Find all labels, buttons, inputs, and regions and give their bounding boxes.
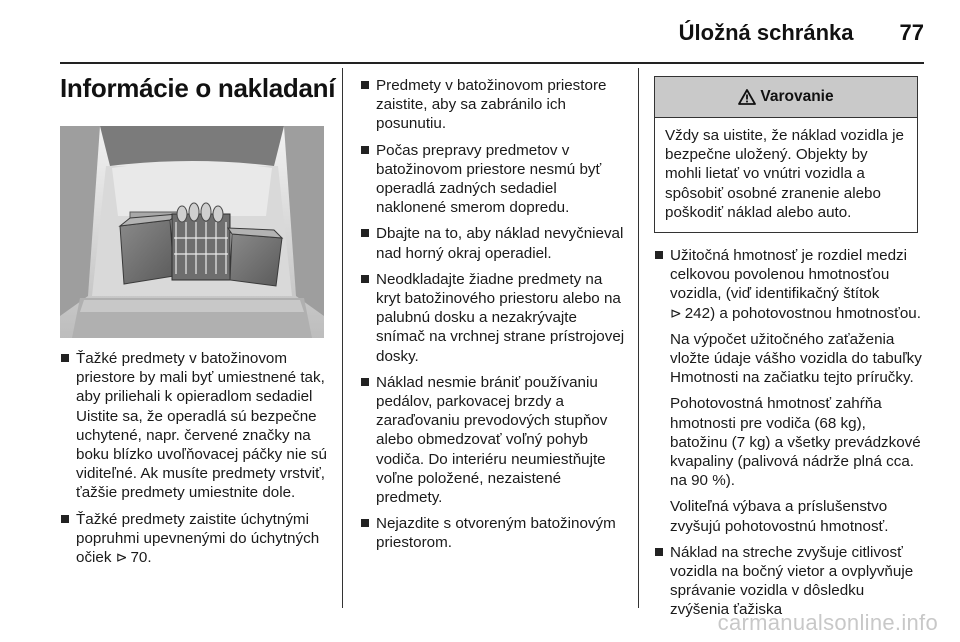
paragraph: Pohotovostná hmotnosť zahŕňa hmotnosti pre vodiča (68 kg), batožinu (7 kg) a všetky prevádzkové kvapaliny (palivová nádrže plná cca. na 90 %). — [670, 395, 921, 490]
bullet-square — [655, 251, 663, 259]
column-1 — [60, 349, 328, 574]
paragraph: Užitočná hmotnosť je rozdiel medzi celkovou povolenou hmotnosťou vozidla, (viď identifikačný štítok ⊳ 242) a pohotovostnou hmotnosťou. — [670, 247, 921, 322]
paragraph: Voliteľná výbava a príslušenstvo zvyšujú pohotovostnú hmotnosť. — [670, 498, 889, 535]
paragraph: Náklad nesmie brániť používaniu pedálov, parkovacej brzdy a zaraďovaniu prevodových stupňov alebo obmedzovať voľný pohyb vodiča. Do interiéru neumiestňujte voľne položené, nezaistené predmety. — [376, 373, 608, 507]
section-title: Informácie o nakladaní — [60, 73, 336, 103]
bullet-square — [655, 548, 663, 556]
column-3 — [654, 246, 922, 627]
paragraph: Na výpočet užitočného zaťaženia vložte údaje vášho vozidla do tabuľky Hmotnosti na začiatku tejto príručky. — [670, 330, 922, 387]
list-item — [360, 514, 628, 552]
warning-title: Varovanie — [760, 88, 834, 105]
warning-text: Vždy sa uistite, že náklad vozidla je bezpečne uložený. Objekty by mohli lietať vo vnútri vozidla a spôsobiť osobné zranenie alebo poškodiť náklad alebo auto. — [665, 127, 904, 221]
paragraph: Náklad na streche zvyšuje citlivosť vozidla na bočný vietor a ovplyvňuje správanie vozidla v dôsledku zvýšenia ťažiska — [670, 543, 914, 619]
column-divider-2 — [638, 68, 639, 608]
bullet-square — [361, 81, 369, 89]
list-item — [60, 510, 328, 568]
header-rule — [60, 62, 924, 64]
bullet-square — [61, 515, 69, 523]
column-divider-1 — [342, 68, 343, 608]
paragraph: Nejazdite s otvoreným batožinovým priestorom. — [376, 515, 616, 552]
running-head — [520, 18, 924, 48]
paragraph: Ťažké predmety v batožinovom priestore by mali byť umiestnené tak, aby priliehali k opieradlom sedadiel Uistite sa, že operadlá sú bezpečne uchytené, napr. červené značky na boku blízko uvoľňovacej páčky nie sú viditeľné. Ak musíte predmety vrstviť, ťažšie predmety umiestnite dole. — [76, 350, 327, 502]
list-item — [60, 349, 328, 503]
page-reference[interactable]: 70. — [130, 549, 152, 567]
column-2 — [360, 76, 628, 560]
list-item — [360, 373, 628, 507]
chapter-title: Úložná schránka — [678, 20, 854, 45]
paragraph: Neodkladajte žiadne predmety na kryt batožinového priestoru alebo na palubnú dosku a nezakrývajte snímač na vrchnej strane prístrojovej dosky. — [376, 270, 625, 365]
warning-box — [654, 76, 918, 233]
bullet-square — [361, 146, 369, 154]
page-number: 77 — [899, 20, 924, 45]
bullet-square — [61, 354, 69, 362]
list-item — [360, 270, 628, 366]
list-item — [654, 246, 922, 536]
list-item — [360, 224, 628, 262]
paragraph: Dbajte na to, aby náklad nevyčnieval nad horný okraj operadiel. — [376, 225, 624, 262]
paragraph: Predmety v batožinovom priestore zaistite, aby sa zabránilo ich posunutiu. — [376, 77, 607, 133]
bullet-square — [361, 275, 369, 283]
bullet-square — [361, 519, 369, 527]
warning-triangle-icon — [738, 89, 756, 105]
warning-header — [655, 77, 917, 118]
list-item — [360, 76, 628, 134]
list-item — [654, 543, 922, 620]
bullet-square — [361, 378, 369, 386]
page-reference-icon[interactable]: ⊳ — [115, 549, 128, 566]
watermark: carmanualsonline.info — [717, 610, 938, 635]
bullet-square — [361, 229, 369, 237]
trunk-cargo-figure — [60, 126, 324, 338]
paragraph: Ťažké predmety zaistite úchytnými popruhmi upevnenými do úchytných očiek ⊳ 70. — [76, 510, 320, 567]
list-item — [360, 141, 628, 218]
trunk-cargo-photo-icon — [60, 126, 324, 338]
paragraph: Počas prepravy predmetov v batožinovom priestore nesmú byť operadlá zadných sedadiel naklonené smerom dopredu. — [376, 141, 602, 217]
page-reference-icon[interactable]: ⊳ — [670, 304, 682, 321]
